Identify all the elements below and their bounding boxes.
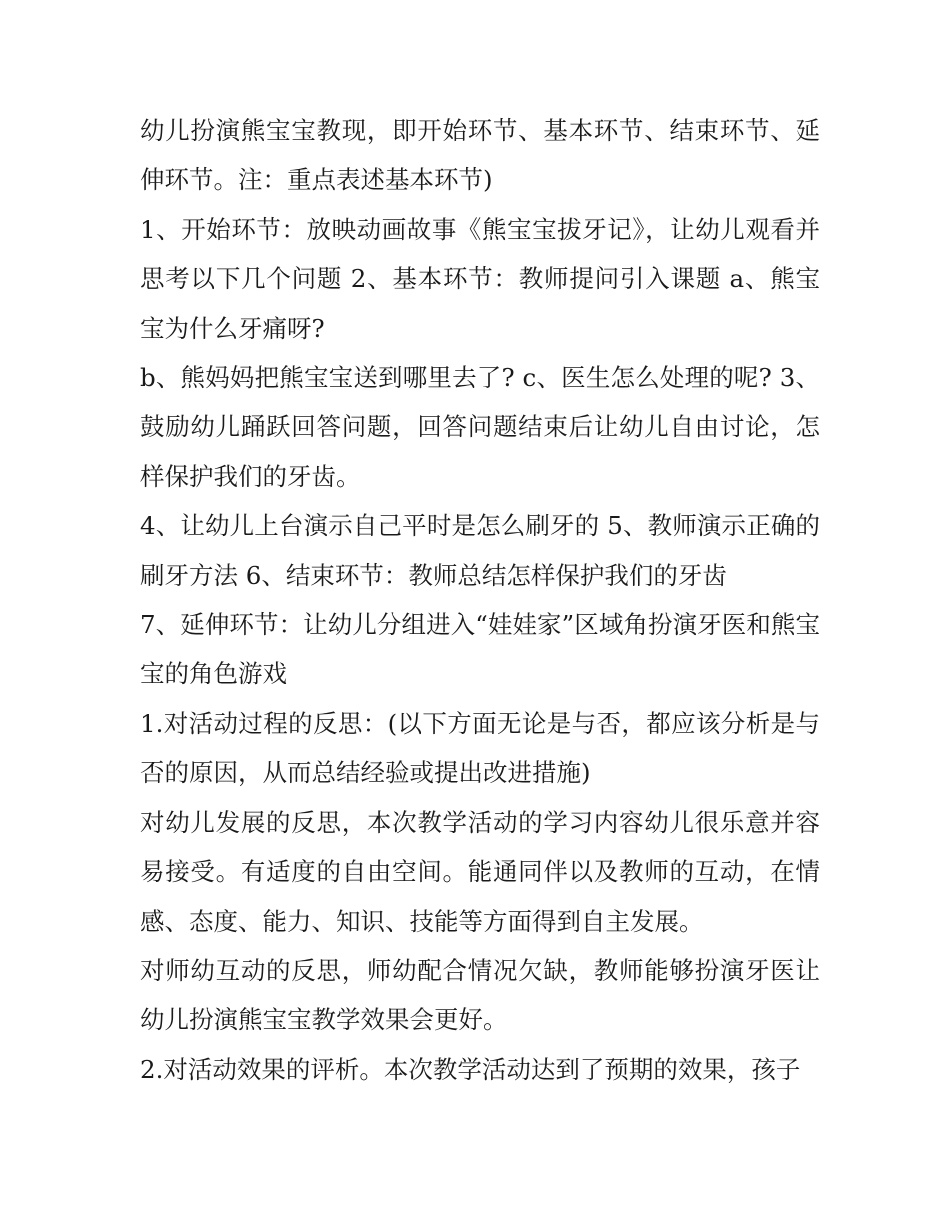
paragraph-questions-and-discussion: b、熊妈妈把熊宝宝送到哪里去了? c、医生怎么处理的呢? 3、鼓励幼儿踊跃回答问题，回答问题结束后让幼儿自由讨论，怎样保护我们的牙齿。 [140,363,820,491]
paragraph-extension-step: 7、延伸环节：让幼儿分组进入“娃娃家”区域角扮演牙医和熊宝宝的角色游戏 [140,610,820,689]
paragraph-effect-evaluation: 2.对活动效果的评析。本次教学活动达到了预期的效果，孩子 [140,1054,801,1084]
paragraph-child-development-reflection: 对幼儿发展的反思，本次教学活动的学习内容幼儿很乐意并容易接受。有适度的自由空间。能通同伴以及教师的互动，在情感、态度、能力、知识、技能等方面得到自主发展。 [140,807,820,936]
document-body [140,106,820,1094]
paragraph-process-reflection: 1.对活动过程的反思：(以下方面无论是与否，都应该分析是与否的原因，从而总结经验或提出改进措施) [140,708,820,788]
paragraph-teacher-child-interaction-reflection: 对师幼互动的反思，师幼配合情况欠缺，教师能够扮演牙医让幼儿扮演熊宝宝教学效果会更好。 [140,955,820,1035]
paragraph-activity-structure: 幼儿扮演熊宝宝教现，即开始环节、基本环节、结束环节、延伸环节。注：重点表述基本环节) [140,116,820,195]
paragraph-opening-and-basic-steps: 1、开始环节：放映动画故事《熊宝宝拔牙记》，让幼儿观看并思考以下几个问题 2、基本环节：教师提问引入课题 a、熊宝宝为什么牙痛呀? [140,214,820,343]
paragraph-brushing-demo: 4、让幼儿上台演示自己平时是怎么刷牙的 5、教师演示正确的刷牙方法 6、结束环节：教师总结怎样保护我们的牙齿 [140,511,820,590]
